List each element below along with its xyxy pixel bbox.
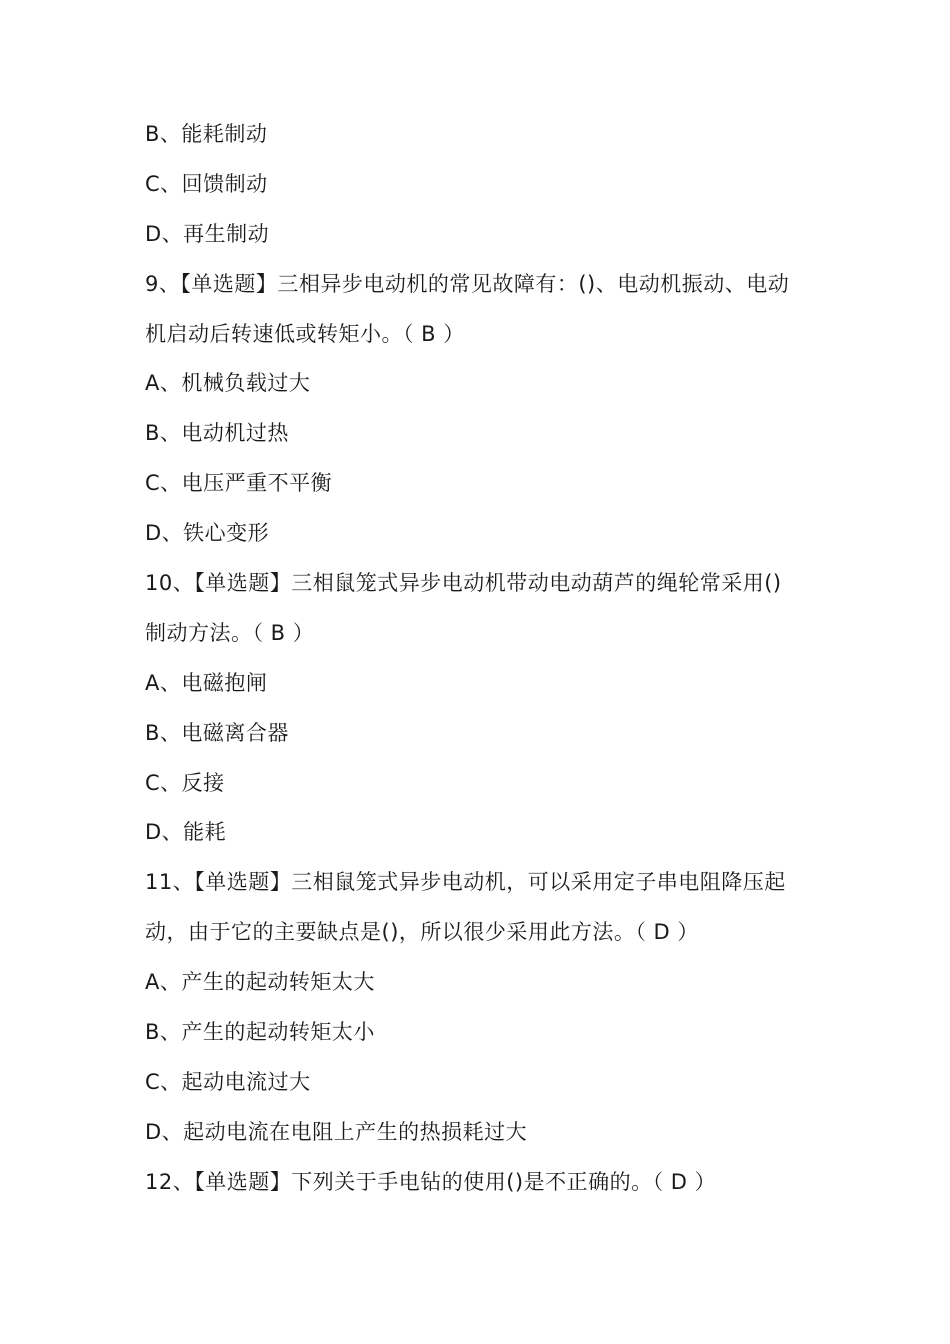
question-11-option-a: A、产生的起动转矩太大 (145, 970, 375, 995)
question-11-line-1: 11、【单选题】三相鼠笼式异步电动机，可以采用定子串电阻降压起 (145, 870, 786, 895)
document-page (145, 110, 815, 1208)
option-9-prev-b: B、能耗制动 (145, 122, 268, 146)
question-10-option-a: A、电磁抱闸 (145, 670, 268, 695)
question-9-line-2: 机启动后转速低或转矩小。（ B ） (145, 321, 465, 346)
question-11-option-b: B、产生的起动转矩太小 (145, 1020, 375, 1045)
question-10-line-1: 10、【单选题】三相鼠笼式异步电动机带动电动葫芦的绳轮常采用() (145, 571, 782, 596)
question-10-option-d: D、能耗 (145, 820, 227, 845)
question-10-option-c: C、反接 (145, 770, 225, 795)
option-9-prev-c: C、回馈制动 (145, 171, 268, 196)
question-10-option-b: B、电磁离合器 (145, 720, 289, 745)
question-10-line-2: 制动方法。（ B ） (145, 620, 315, 645)
question-11-option-d: D、起动电流在电阻上产生的热损耗过大 (145, 1119, 528, 1144)
question-11-line-2: 动，由于它的主要缺点是()，所以很少采用此方法。（ D ） (145, 920, 699, 945)
question-12-line-1: 12、【单选题】下列关于手电钻的使用()是不正确的。（ D ） (145, 1169, 717, 1194)
question-9-option-a: A、机械负载过大 (145, 371, 311, 396)
question-9-option-b: B、电动机过热 (145, 421, 289, 446)
option-9-prev-d: D、再生制动 (145, 221, 270, 246)
question-9-option-c: C、电压严重不平衡 (145, 471, 333, 496)
question-9-line-1: 9、【单选题】三相异步电动机的常见故障有：()、电动机振动、电动 (145, 271, 790, 296)
question-11-option-c: C、起动电流过大 (145, 1069, 311, 1094)
question-9-option-d: D、铁心变形 (145, 521, 270, 546)
